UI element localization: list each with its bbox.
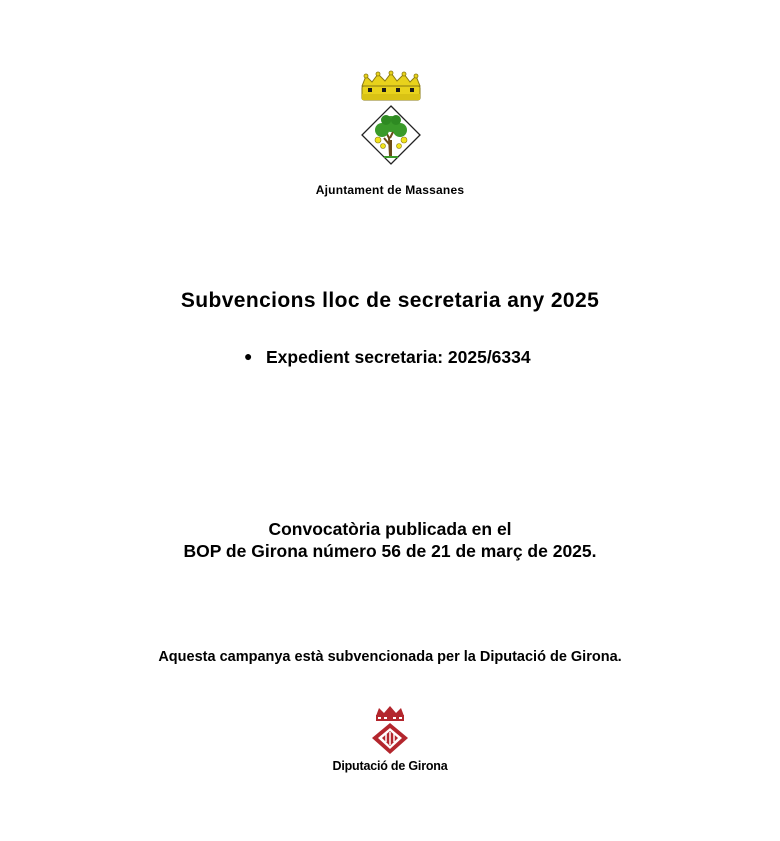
page-title: Subvencions lloc de secretaria any 2025 xyxy=(180,289,600,312)
funding-note: Aquesta campanya està subvencionada per la Diputació de Girona. xyxy=(158,649,622,665)
list-item xyxy=(244,347,531,368)
diputacio-girona-emblem-icon xyxy=(369,704,411,756)
crown-icon xyxy=(362,71,420,100)
organization-name: Ajuntament de Massanes xyxy=(315,183,465,197)
announcement-line-2: BOP de Girona número 56 de 21 de març de 2025. xyxy=(183,541,597,561)
expedient-text: Expedient secretaria: 2025/6334 xyxy=(266,347,531,367)
footer-organization-name: Diputació de Girona xyxy=(332,759,448,773)
announcement xyxy=(0,518,780,562)
bullet-icon: ● xyxy=(244,348,253,364)
massanes-coat-of-arms-icon xyxy=(356,68,426,170)
announcement-line-1: Convocatòria publicada en el xyxy=(268,519,512,539)
shield-icon xyxy=(362,106,420,164)
